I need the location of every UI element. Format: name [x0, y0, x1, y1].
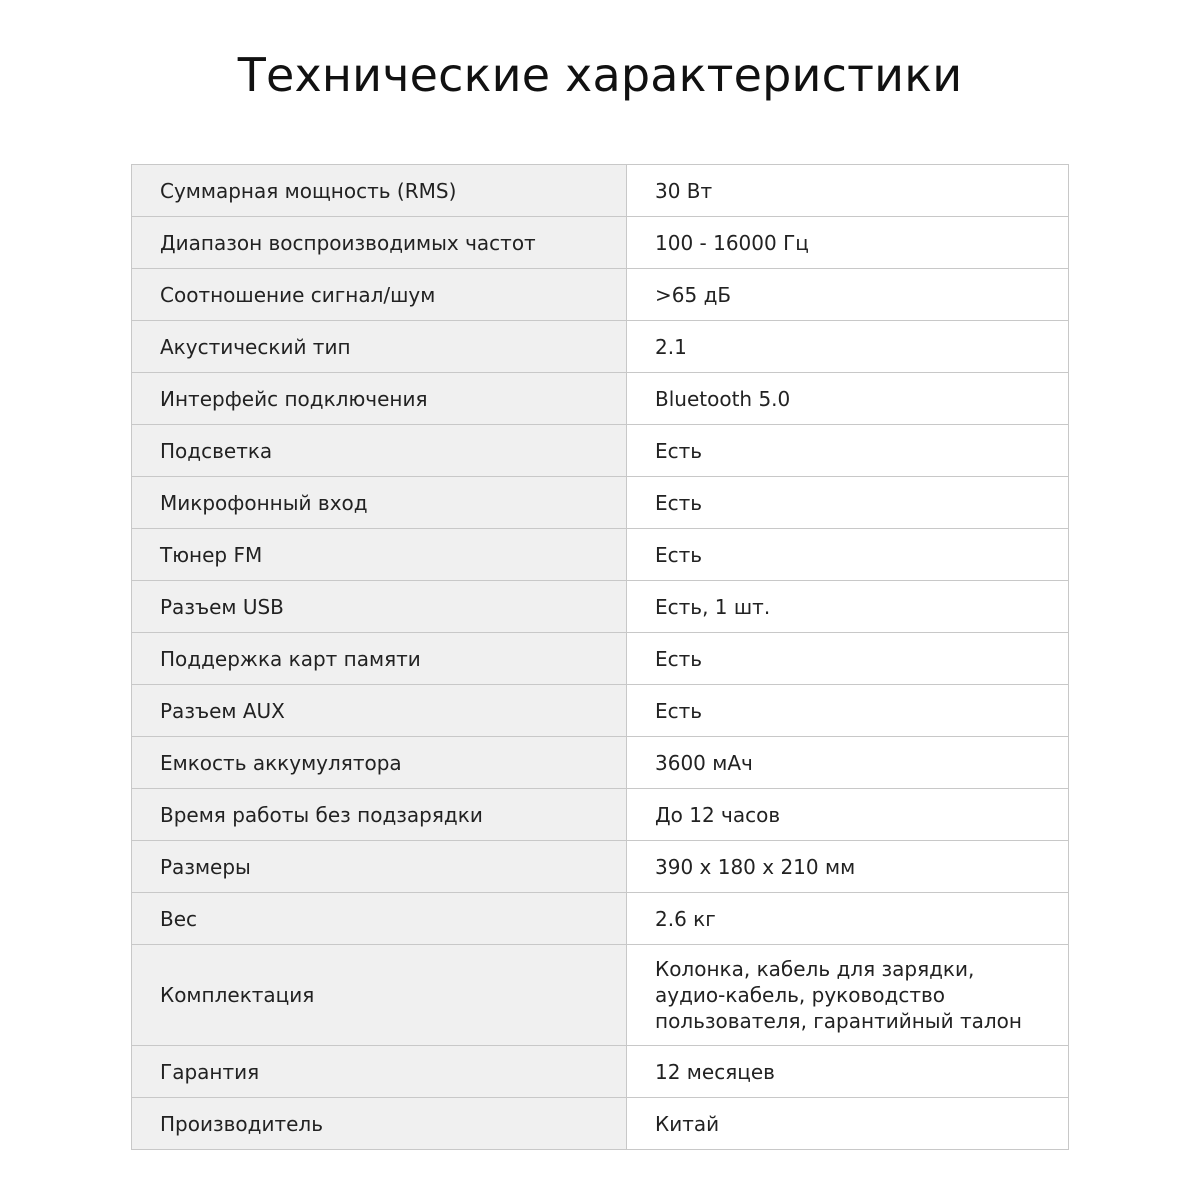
table-row: [132, 685, 1069, 737]
spec-label: Время работы без подзарядки: [132, 789, 627, 841]
page-title: Технические характеристики: [237, 48, 963, 102]
spec-value: Bluetooth 5.0: [627, 373, 1069, 425]
spec-label: Разъем AUX: [132, 685, 627, 737]
spec-value: Китай: [627, 1098, 1069, 1150]
spec-label: Разъем USB: [132, 581, 627, 633]
table-row: [132, 841, 1069, 893]
spec-label: Акустический тип: [132, 321, 627, 373]
spec-label: Подсветка: [132, 425, 627, 477]
table-row: [132, 165, 1069, 217]
spec-value: 12 месяцев: [627, 1046, 1069, 1098]
table-row: [132, 581, 1069, 633]
spec-label: Емкость аккумулятора: [132, 737, 627, 789]
spec-label: Поддержка карт памяти: [132, 633, 627, 685]
table-row: [132, 321, 1069, 373]
spec-value: 2.6 кг: [627, 893, 1069, 945]
spec-label: Вес: [132, 893, 627, 945]
spec-value: 100 - 16000 Гц: [627, 217, 1069, 269]
spec-value: >65 дБ: [627, 269, 1069, 321]
spec-value: Есть: [627, 685, 1069, 737]
spec-value: До 12 часов: [627, 789, 1069, 841]
spec-label: Соотношение сигнал/шум: [132, 269, 627, 321]
spec-value: Колонка, кабель для зарядки, аудио-кабель, руководство пользователя, гарантийный талон: [627, 945, 1069, 1046]
spec-value: 3600 мАч: [627, 737, 1069, 789]
spec-value: Есть: [627, 633, 1069, 685]
spec-value: Есть: [627, 477, 1069, 529]
table-row: [132, 269, 1069, 321]
spec-label: Производитель: [132, 1098, 627, 1150]
spec-value: 2.1: [627, 321, 1069, 373]
table-row: [132, 737, 1069, 789]
table-row: [132, 373, 1069, 425]
spec-value: 390 х 180 х 210 мм: [627, 841, 1069, 893]
table-row: [132, 529, 1069, 581]
table-row: [132, 893, 1069, 945]
table-row: [132, 1098, 1069, 1150]
table-row: [132, 217, 1069, 269]
spec-value: Есть: [627, 529, 1069, 581]
spec-label: Суммарная мощность (RMS): [132, 165, 627, 217]
spec-label: Размеры: [132, 841, 627, 893]
spec-label: Микрофонный вход: [132, 477, 627, 529]
spec-label: Гарантия: [132, 1046, 627, 1098]
table-row: [132, 1046, 1069, 1098]
spec-value: Есть, 1 шт.: [627, 581, 1069, 633]
spec-value: 30 Вт: [627, 165, 1069, 217]
table-row: [132, 633, 1069, 685]
table-row: [132, 945, 1069, 1046]
spec-label: Тюнер FM: [132, 529, 627, 581]
spec-value: Есть: [627, 425, 1069, 477]
spec-label: Диапазон воспроизводимых частот: [132, 217, 627, 269]
spec-label: Комплектация: [132, 945, 627, 1046]
table-row: [132, 789, 1069, 841]
table-row: [132, 425, 1069, 477]
spec-label: Интерфейс подключения: [132, 373, 627, 425]
table-row: [132, 477, 1069, 529]
spec-table: [131, 164, 1069, 1150]
